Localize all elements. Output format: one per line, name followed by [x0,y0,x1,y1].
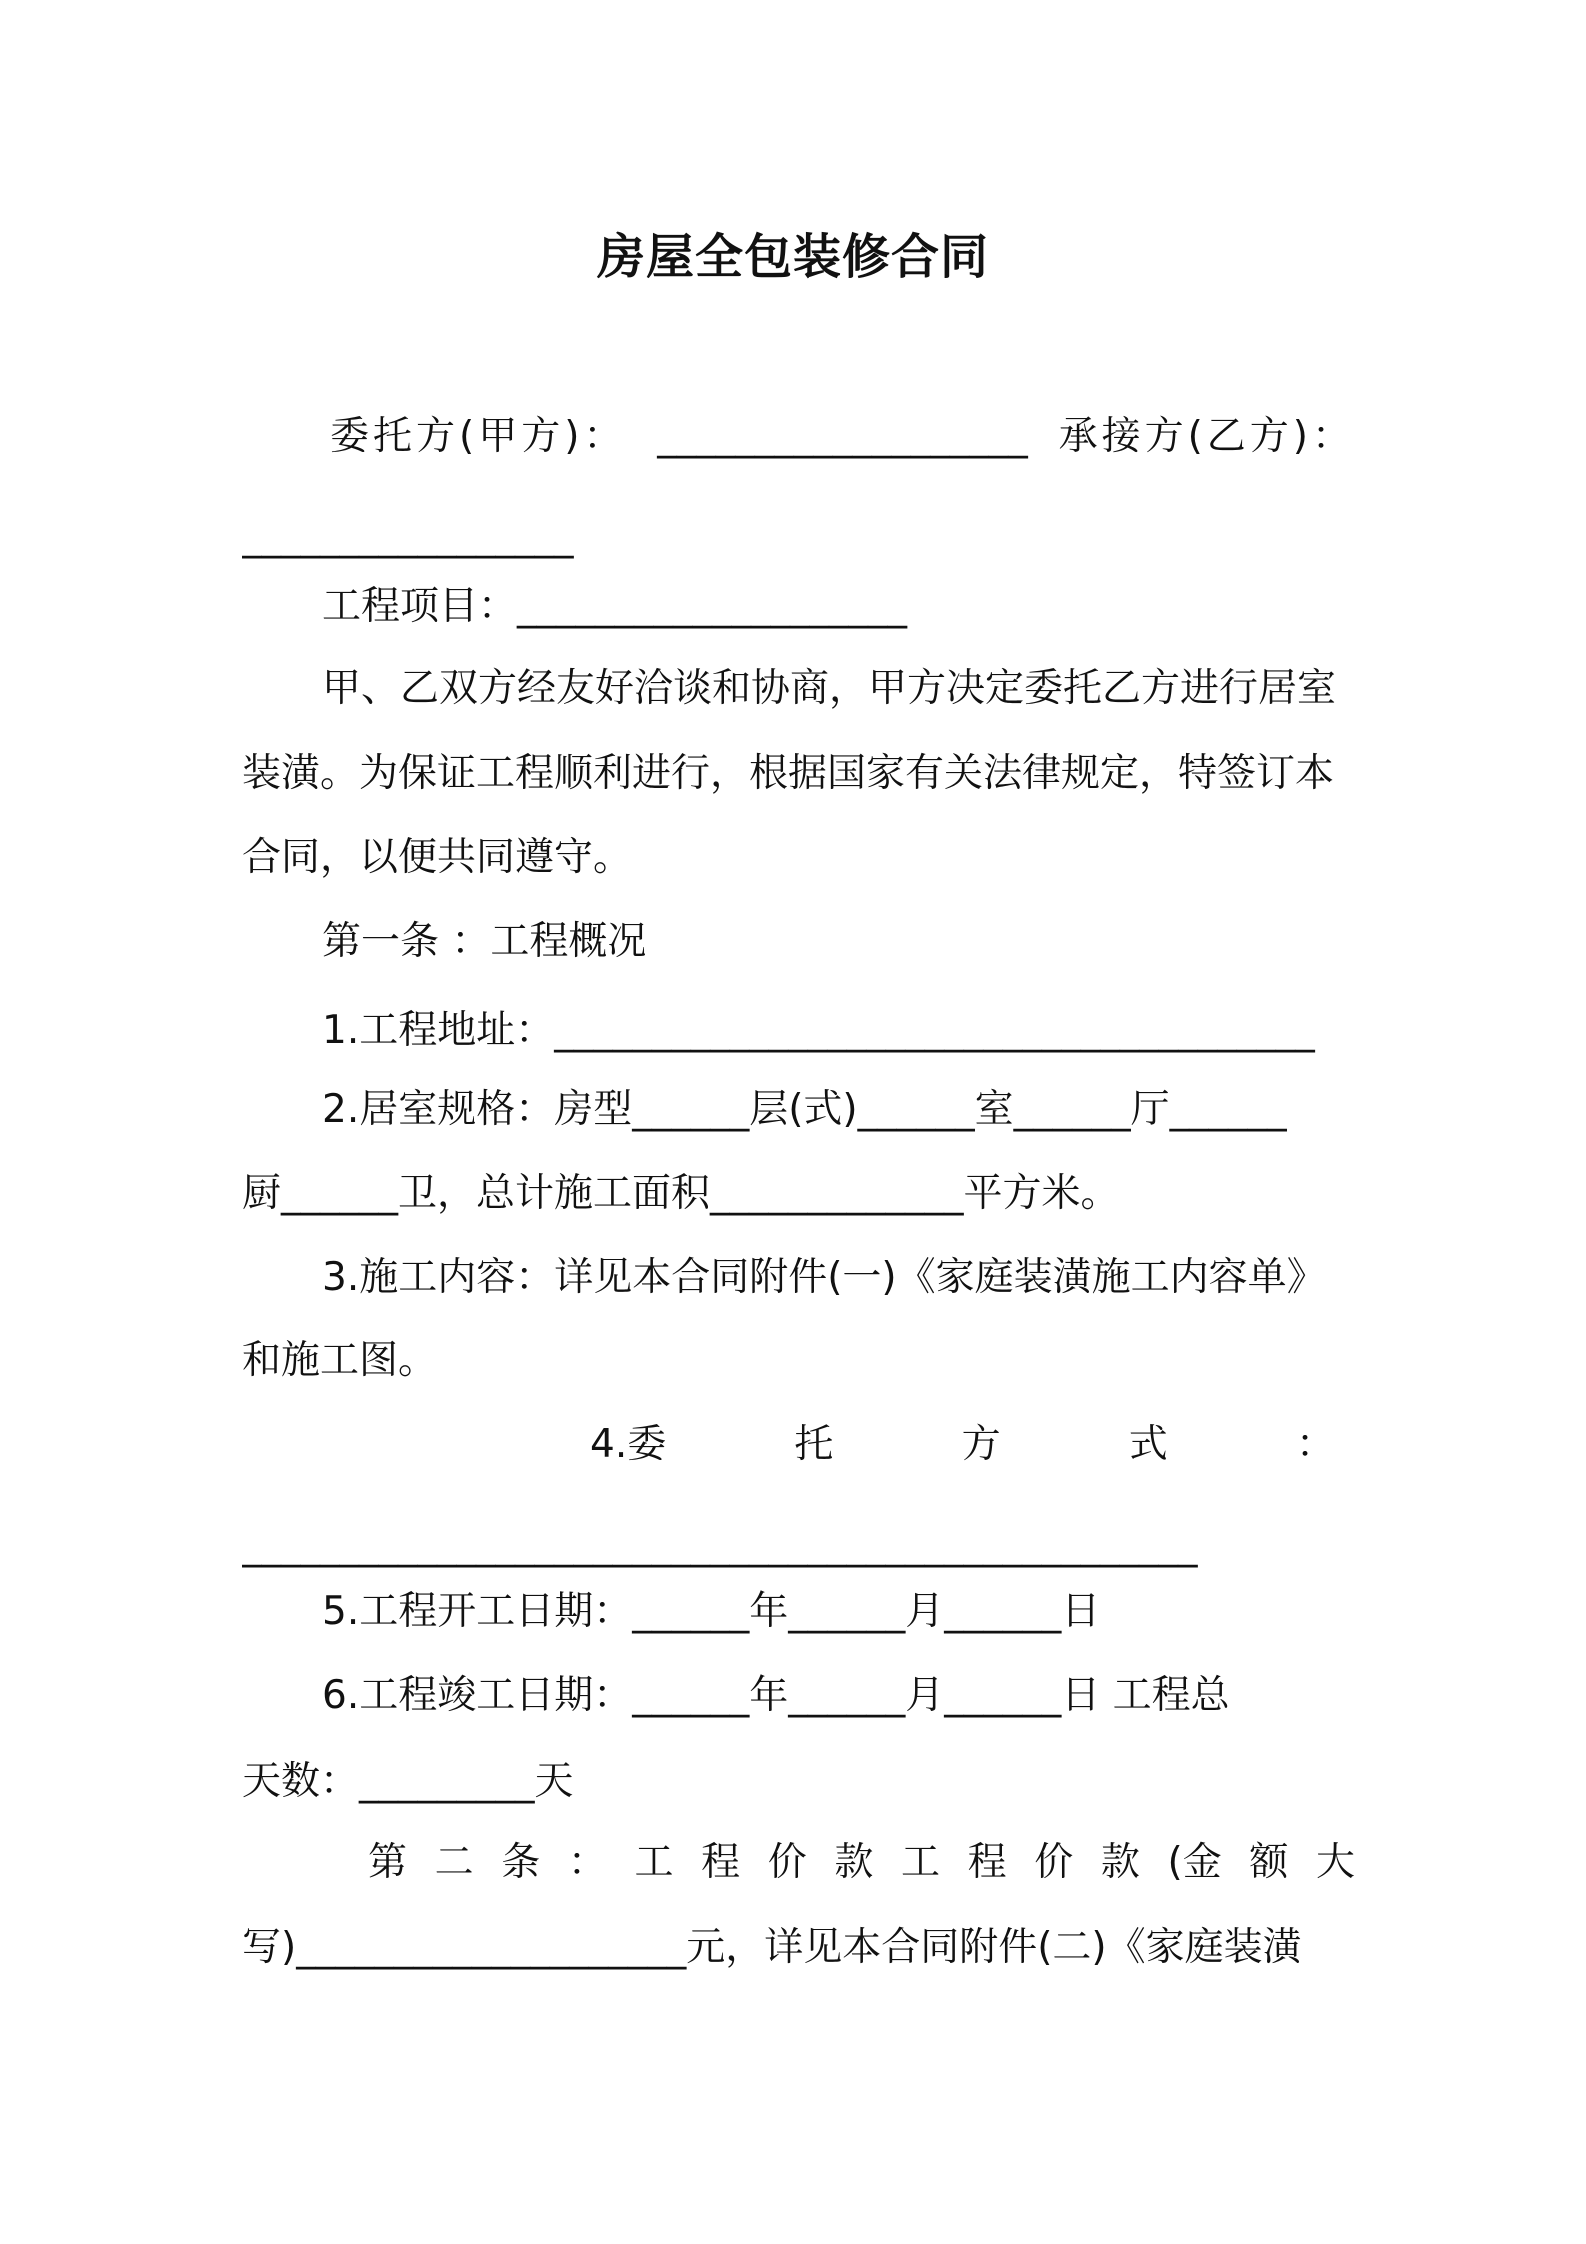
party-a-label: 委托方(甲方)： [330,414,627,459]
intro-line-2: 装潢。为保证工程顺利进行，根据国家有关法律规定，特签订本 [242,751,1335,796]
article-2-char: 款 [834,1840,874,1885]
article-2-char: (金 [1167,1840,1222,1885]
item-3-content-cont: 和施工图。 [242,1338,438,1383]
article-2-char: 价 [1034,1840,1074,1885]
intro-line-3: 合同，以便共同遵守。 [242,835,633,880]
article-2-char: 工 [634,1840,674,1885]
item-6-total-days: 天数：_________天 [242,1759,574,1804]
article-2-char: 额 [1249,1840,1289,1885]
item-4-method [590,1417,1335,1473]
item-6-end-date: 6.工程竣工日期：______年______月______日 工程总 [322,1673,1230,1718]
article-2-char: 第 [368,1840,408,1885]
article-2-char: ： [567,1840,607,1885]
item-4-part: 式 [1128,1422,1168,1467]
article-2-char: 程 [701,1840,741,1885]
article-2-char: 价 [767,1840,807,1885]
item-4-blank: _________________________________________________ [242,1523,1198,1568]
intro-line-1: 甲、乙双方经友好洽谈和协商，甲方决定委托乙方进行居室 [322,666,1337,711]
article-2-char: 工 [901,1840,941,1885]
item-1-address: 1.工程地址：_______________________________________ [322,1008,1315,1053]
item-2-spec-cont: 厨______卫，总计施工面积_____________平方米。 [242,1171,1120,1216]
article-2-char: 程 [967,1840,1007,1885]
item-5-start-date: 5.工程开工日期：______年______月______日 [322,1589,1101,1634]
article-2-char: 条 [501,1840,541,1885]
document-title: 房屋全包装修合同 [596,229,989,285]
party-a-blank: ___________________ [657,414,1028,459]
item-4-part: 托 [794,1422,834,1467]
item-4-part: ： [1295,1422,1335,1467]
party-b-label: 承接方(乙方)： [1058,414,1355,459]
article-2-cont: 写)____________________元，详见本合同附件(二)《家庭装潢 [242,1925,1302,1970]
article-2-char: 款 [1100,1840,1140,1885]
article-2-char: 二 [434,1840,474,1885]
item-4-part: 方 [961,1422,1001,1467]
article-2-char: 大 [1315,1840,1355,1885]
item-2-spec: 2.居室规格：房型______层(式)______室______厅______ [322,1087,1287,1132]
parties-line [330,409,1355,465]
article-1-heading: 第一条 ：工程概况 [322,919,647,964]
article-2-heading [368,1835,1355,1891]
project-line: 工程项目：____________________ [322,584,908,629]
item-4-part: 4.委 [590,1422,667,1467]
item-3-content: 3.施工内容：详见本合同附件(一)《家庭装潢施工内容单》 [322,1255,1326,1300]
party-b-blank: _________________ [242,514,574,559]
